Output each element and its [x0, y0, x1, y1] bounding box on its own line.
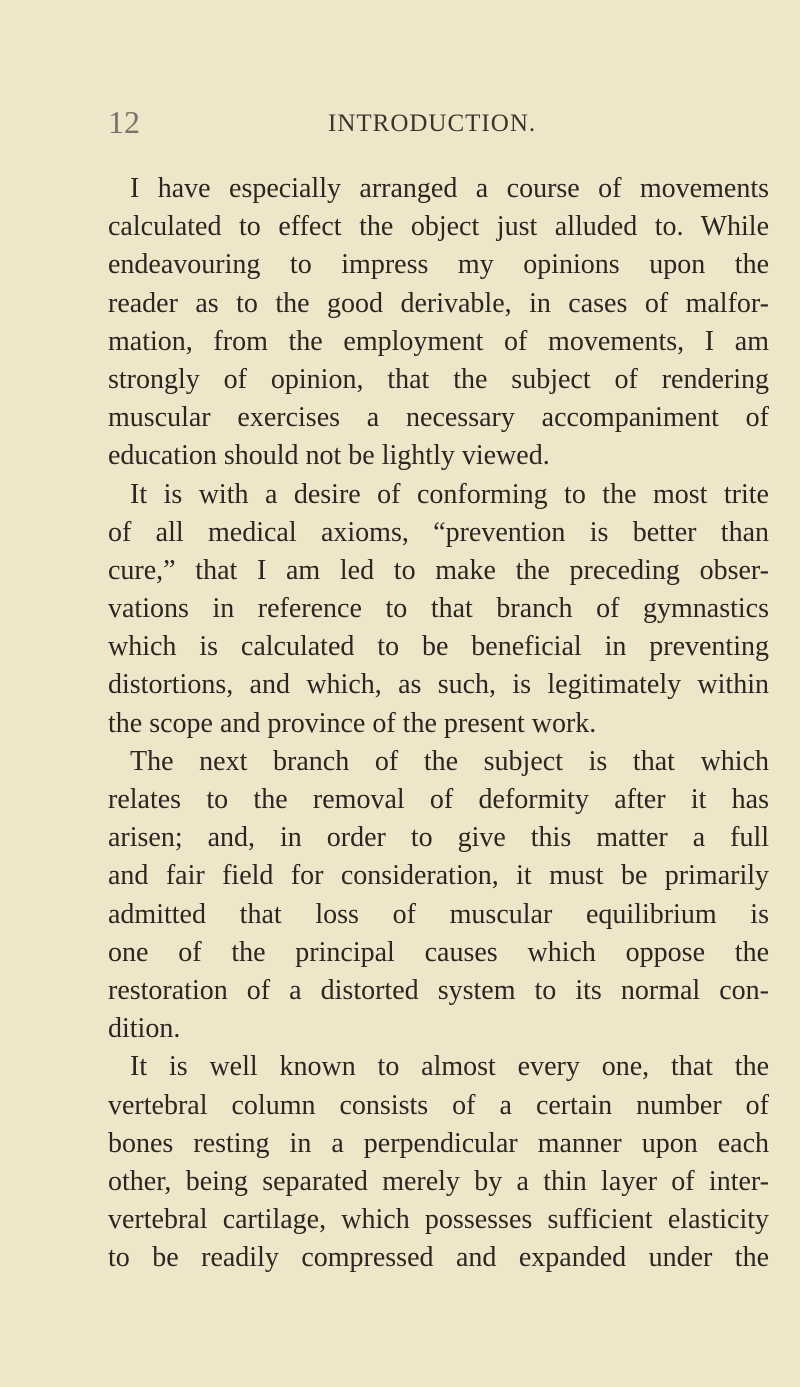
text-line: It is well known to almost every one, that the [130, 1051, 769, 1083]
text-line: dition. [108, 1013, 181, 1045]
text-line: bones resting in a perpendicular manner upon each [108, 1127, 769, 1159]
text-line: reader as to the good derivable, in cases of malfor- [108, 287, 769, 319]
text-line: and fair field for consideration, it must be primarily [108, 860, 769, 892]
text-line: strongly of opinion, that the subject of rendering [108, 363, 769, 395]
text-line: education should not be lightly viewed. [108, 440, 550, 472]
text-line: vertebral column consists of a certain number of [108, 1089, 769, 1121]
text-line: distortions, and which, as such, is legitimately within [108, 669, 769, 701]
text-line: which is calculated to be beneficial in preventing [108, 631, 769, 663]
text-line: one of the principal causes which oppose the [108, 936, 769, 968]
text-line: cure,” that I am led to make the preceding obser- [108, 554, 769, 586]
text-line: mation, from the employment of movements, I am [108, 325, 769, 357]
body-text [108, 170, 769, 1277]
text-line: The next branch of the subject is that which [130, 745, 769, 777]
text-line: other, being separated merely by a thin layer of inter- [108, 1165, 769, 1197]
text-line: muscular exercises a necessary accompaniment of [108, 402, 769, 434]
text-line: admitted that loss of muscular equilibrium is [108, 898, 769, 930]
text-line: It is with a desire of conforming to the most trite [130, 478, 769, 510]
text-line: calculated to effect the object just alluded to. While [108, 211, 769, 243]
text-line: vertebral cartilage, which possesses sufficient elasticity [108, 1204, 769, 1236]
text-line: I have especially arranged a course of movements [130, 173, 769, 204]
text-line: endeavouring to impress my opinions upon the [108, 249, 769, 281]
text-line: vations in reference to that branch of gymnastics [108, 593, 769, 625]
text-line: of all medical axioms, “prevention is better than [108, 516, 769, 548]
text-line: the scope and province of the present work. [108, 707, 597, 739]
text-line: restoration of a distorted system to its normal con- [108, 974, 769, 1006]
text-line: relates to the removal of deformity after it has [108, 784, 769, 815]
page-header [108, 104, 768, 154]
running-head: INTRODUCTION. [328, 110, 537, 137]
text-line: to be readily compressed and expanded under the [108, 1242, 769, 1274]
text-line: arisen; and, in order to give this matter a full [108, 822, 769, 854]
page-number: 12 [108, 104, 140, 140]
